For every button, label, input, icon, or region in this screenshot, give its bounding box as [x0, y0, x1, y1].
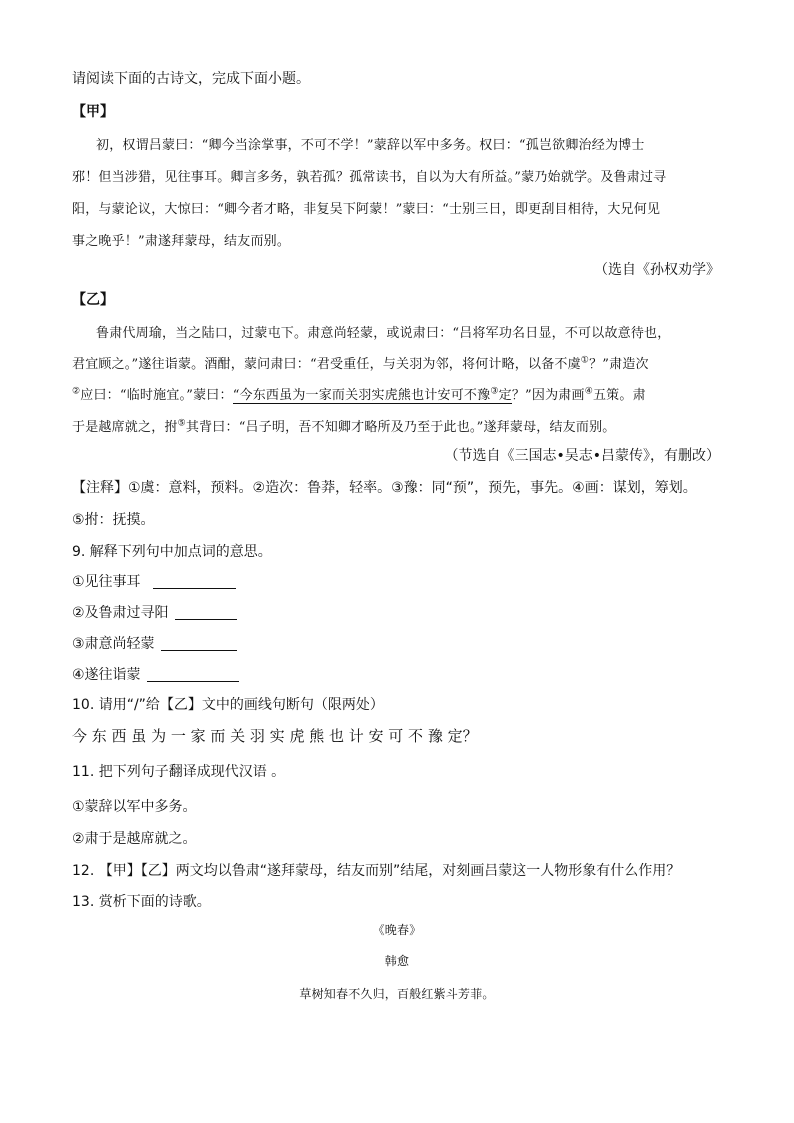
- q10-sentence: 今 东 西 虽 为 一 家 而 关 羽 实 虎 熊 也 计 安 可 不 豫 定？: [72, 727, 478, 745]
- answer-blank[interactable]: [153, 573, 236, 589]
- question-10: 10. 请用“/”给【乙】文中的画线句断句（限两处）: [72, 697, 384, 713]
- passage-yi-label: 【乙】: [72, 292, 114, 308]
- passage-yi-source: （节选自《三国志•吴志•吕蒙传》，有删改）: [444, 448, 720, 464]
- passage-yi-line: ②应曰：“临时施宜。”蒙曰：“今东西虽为一家而关羽实虎熊也计安可不豫③定？”因为肃画④五策。肃: [72, 386, 646, 403]
- passage-jia-line: 阳，与蒙论议，大惊曰：“卿今者才略，非复吴下阿蒙！”蒙曰：“士别三日，即更刮目相待，大兄何见: [72, 202, 661, 217]
- poem-line: 草树知春不久归，百般红紫斗芳菲。: [299, 987, 495, 1001]
- answer-blank[interactable]: [175, 604, 237, 620]
- q11-item: ①蒙辞以军中多务。: [72, 799, 197, 815]
- passage-jia-source: （选自《孙权劝学》: [594, 262, 720, 278]
- passage-jia-label: 【甲】: [72, 104, 114, 120]
- passage-yi-line: 君宜顾之。”遂往诣蒙。酒酣，蒙问肃曰：“君受重任，与关羽为邻，将何计略，以备不虞①？”肃造次: [72, 355, 649, 372]
- passage-jia-line: 事之晚乎！”肃遂拜蒙母，结友而别。: [72, 234, 291, 249]
- passage-yi-line: 鲁肃代周瑜，当之陆口，过蒙屯下。肃意尚轻蒙，或说肃曰：“吕将军功名日显，不可以故意待也，: [96, 326, 671, 341]
- passage-jia-line: 邪！但当涉猎，见往事耳。卿言多务，孰若孤？孤常读书，自以为大有所益。”蒙乃始就学。及鲁肃过寻: [72, 170, 667, 185]
- poem-author: 韩愈: [384, 954, 410, 968]
- q9-item: ②及鲁肃过寻阳: [72, 602, 237, 622]
- q11-item: ②肃于是越席就之。: [72, 831, 197, 847]
- q9-item: ④遂往诣蒙: [72, 664, 239, 684]
- intro-text: 请阅读下面的古诗文，完成下面小题。: [72, 71, 310, 87]
- notes-line: ⑤拊：抚摸。: [72, 512, 155, 528]
- q9-item: ①见往事耳: [72, 571, 236, 591]
- question-11: 11. 把下列句子翻译成现代汉语 。: [72, 764, 286, 780]
- answer-blank[interactable]: [161, 635, 237, 651]
- question-9: 9. 解释下列句中加点词的意思。: [72, 544, 272, 560]
- underlined-sentence: “今东西虽为一家而关羽实虎熊也计安可不豫③定: [232, 386, 512, 403]
- poem-title: 《晚春》: [372, 923, 422, 937]
- passage-yi-line: 于是越席就之，拊⑤其背曰：“吕子明，吾不知卿才略所及乃至于此也。”遂拜蒙母，结友而别。: [72, 418, 616, 435]
- q9-item: ③肃意尚轻蒙: [72, 633, 237, 653]
- passage-jia-line: 初，权谓吕蒙曰：“卿今当涂掌事，不可不学！”蒙辞以军中多务。权曰：“孤岂欲卿治经为博士: [96, 138, 645, 153]
- answer-blank[interactable]: [147, 666, 239, 682]
- question-12: 12. 【甲】【乙】两文均以鲁肃“遂拜蒙母，结友而别”结尾，对刻画吕蒙这一人物形象有什么作用？: [72, 863, 681, 879]
- question-13: 13. 赏析下面的诗歌。: [72, 894, 211, 910]
- notes-line: 【注释】①虞：意料，预料。②造次：鲁莽，轻率。③豫：同“预”，预先，事先。④画：谋划，筹划。: [72, 480, 697, 496]
